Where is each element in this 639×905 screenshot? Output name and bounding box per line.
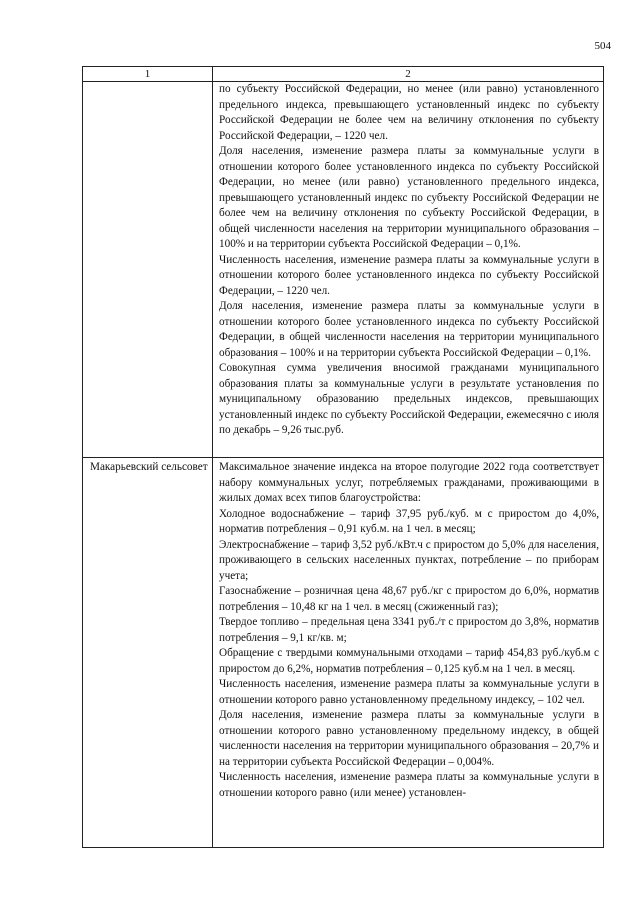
paragraph: Холодное водоснабжение – тариф 37,95 руб./куб. м с приростом до 4,0%, норматив потребления – 0,91 куб.м. на 1 чел. в месяц; (219, 507, 599, 535)
paragraph: Доля населения, изменение размера платы за коммунальные услуги в отношении которого более установленного индекса по субъекту Российской Федерации, в общей численности населения на территории муниципального образования – 100% и на территории субъекта Российской Федерации – 0,1%. (219, 300, 599, 359)
paragraph: Численность населения, изменение размера платы за коммунальные услуги в отношении которого более установленного индекса по субъекту Российской Федерации, – 1220 чел. (219, 253, 599, 297)
paragraph: Доля населения, изменение размера платы за коммунальные услуги в отношении которого более установленного индекса по субъекту Российской Федерации, но менее (или равно) установленного предельного индекса, превышающего установленный индекс по субъекту Российской Федерации не более чем на величину отклонения по субъекту Российской Федерации, в общей численности населения на территории муниципального образования – 100% и на территории субъекта Российской Федерации – 0,1%. (219, 145, 599, 250)
row-separator (83, 457, 603, 458)
row-2-text-cell (219, 460, 599, 801)
table-header-row (83, 67, 603, 82)
header-col-1: 1 (144, 68, 151, 80)
paragraph: по субъекту Российской Федерации, но менее (или равно) установленного предельного индекса, превышающего установленный индекс по субъекту Российской Федерации не более чем на величину отклонения по субъекту Российской Федерации, – 1220 чел. (219, 83, 599, 142)
document-table (82, 66, 604, 848)
page-number: 504 (594, 40, 611, 52)
row-1-text-cell (219, 82, 599, 439)
header-col-2: 2 (405, 68, 411, 80)
row-2-municipality-cell: Макарьевский сельсовет (90, 461, 208, 473)
paragraph: Твердое топливо – предельная цена 3341 руб./т с приростом до 3,8%, норматив потребления – 9,1 кг/кв. м; (219, 616, 599, 644)
paragraph: Численность населения, изменение размера платы за коммунальные услуги в отношении которого равно (или менее) установлен- (219, 771, 599, 799)
paragraph: Электроснабжение – тариф 3,52 руб./кВт.ч с приростом до 5,0% для населения, проживающего в сельских населенных пунктах, потребление – по приборам учета; (219, 538, 599, 582)
paragraph: Совокупная сумма увеличения вносимой гражданами муниципального образования платы за коммунальные услуги в результате установления по муниципальному образованию предельных индексов, превышающих установленный индекс по субъекту Российской Федерации, ежемесячно с июля по декабрь – 9,26 тыс.руб. (219, 362, 599, 436)
paragraph: Численность населения, изменение размера платы за коммунальные услуги в отношении которого равно установленному предельному индексу, – 102 чел. (219, 678, 599, 706)
paragraph: Газоснабжение – розничная цена 48,67 руб./кг с приростом до 6,0%, норматив потребления – 10,48 кг на 1 чел. в месяц (сжиженный газ); (219, 585, 599, 613)
paragraph: Доля населения, изменение размера платы за коммунальные услуги в отношении которого равно установленному предельному индексу, в общей численности населения на территории муниципального образования – 20,7% и на территории субъекта Российской Федерации – 0,004%. (219, 709, 599, 768)
paragraph: Обращение с твердыми коммунальными отходами – тариф 454,83 руб./куб.м с приростом до 6,2%, норматив потребления – 0,125 куб.м на 1 чел. в месяц. (219, 647, 599, 675)
paragraph: Максимальное значение индекса на второе полугодие 2022 года соответствует набору коммунальных услуг, потребляемых гражданами, проживающими в жилых домах всех типов благоустройства: (219, 461, 599, 504)
